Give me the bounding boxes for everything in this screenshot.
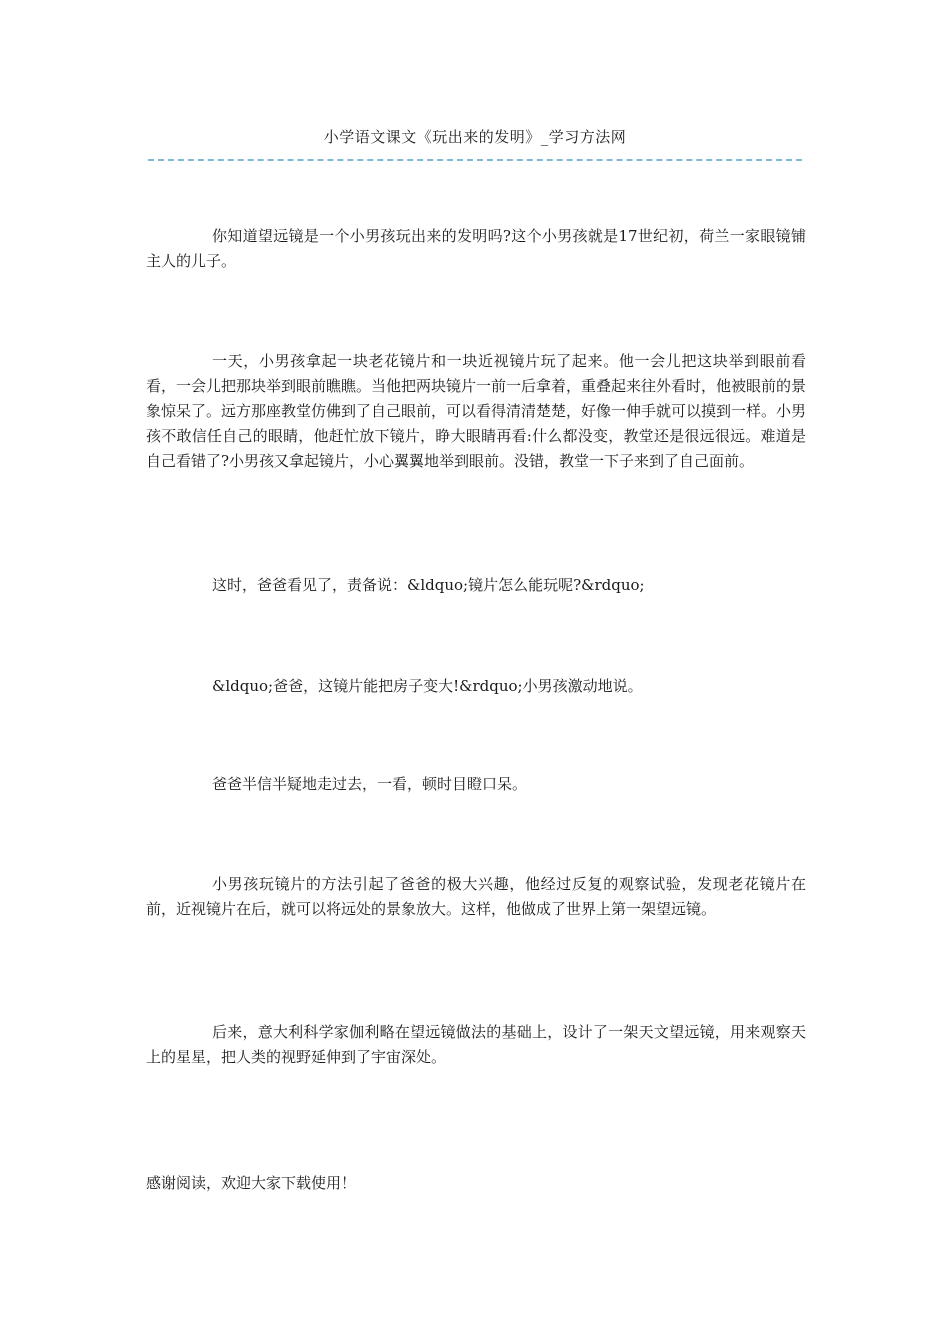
paragraph-6: 小男孩玩镜片的方法引起了爸爸的极大兴趣，他经过反复的观察试验，发现老花镜片在前，近视镜片在后，就可以将远处的景象放大。这样，他做成了世界上第一架望远镜。 [146, 875, 806, 918]
title-divider [148, 159, 802, 161]
paragraph-7: 后来，意大利科学家伽利略在望远镜做法的基础上，设计了一架天文望远镜，用来观察天上的星星，把人类的视野延伸到了宇宙深处。 [146, 1023, 806, 1066]
page-title: 小学语文课文《玩出来的发明》_学习方法网 [323, 128, 627, 146]
paragraph-2: 一天，小男孩拿起一块老花镜片和一块近视镜片玩了起来。他一会儿把这块举到眼前看看，一会儿把那块举到眼前瞧瞧。当他把两块镜片一前一后拿着，重叠起来往外看时，他被眼前的景象惊呆了。远方那座教堂仿佛到了自己眼前，可以看得清清楚楚，好像一伸手就可以摸到一样。小男孩不敢信任自己的眼睛，他赶忙放下镜片，睁大眼睛再看:什么都没变，教堂还是很远很远。难道是自己看错了?小男孩又拿起镜片，小心翼翼地举到眼前。没错，教堂一下子来到了自己面前。 [146, 352, 807, 470]
paragraph-4: &ldquo;爸爸，这镜片能把房子变大!&rdquo;小男孩激动地说。 [212, 677, 643, 695]
paragraph-1: 你知道望远镜是一个小男孩玩出来的发明吗?这个小男孩就是17世纪初，荷兰一家眼镜铺主人的儿子。 [146, 227, 806, 270]
paragraph-3: 这时，爸爸看见了，责备说：&ldquo;镜片怎么能玩呢?&rdquo; [212, 576, 645, 594]
closing-text: 感谢阅读，欢迎大家下载使用！ [146, 1174, 357, 1192]
paragraph-5: 爸爸半信半疑地走过去，一看，顿时目瞪口呆。 [212, 775, 528, 793]
